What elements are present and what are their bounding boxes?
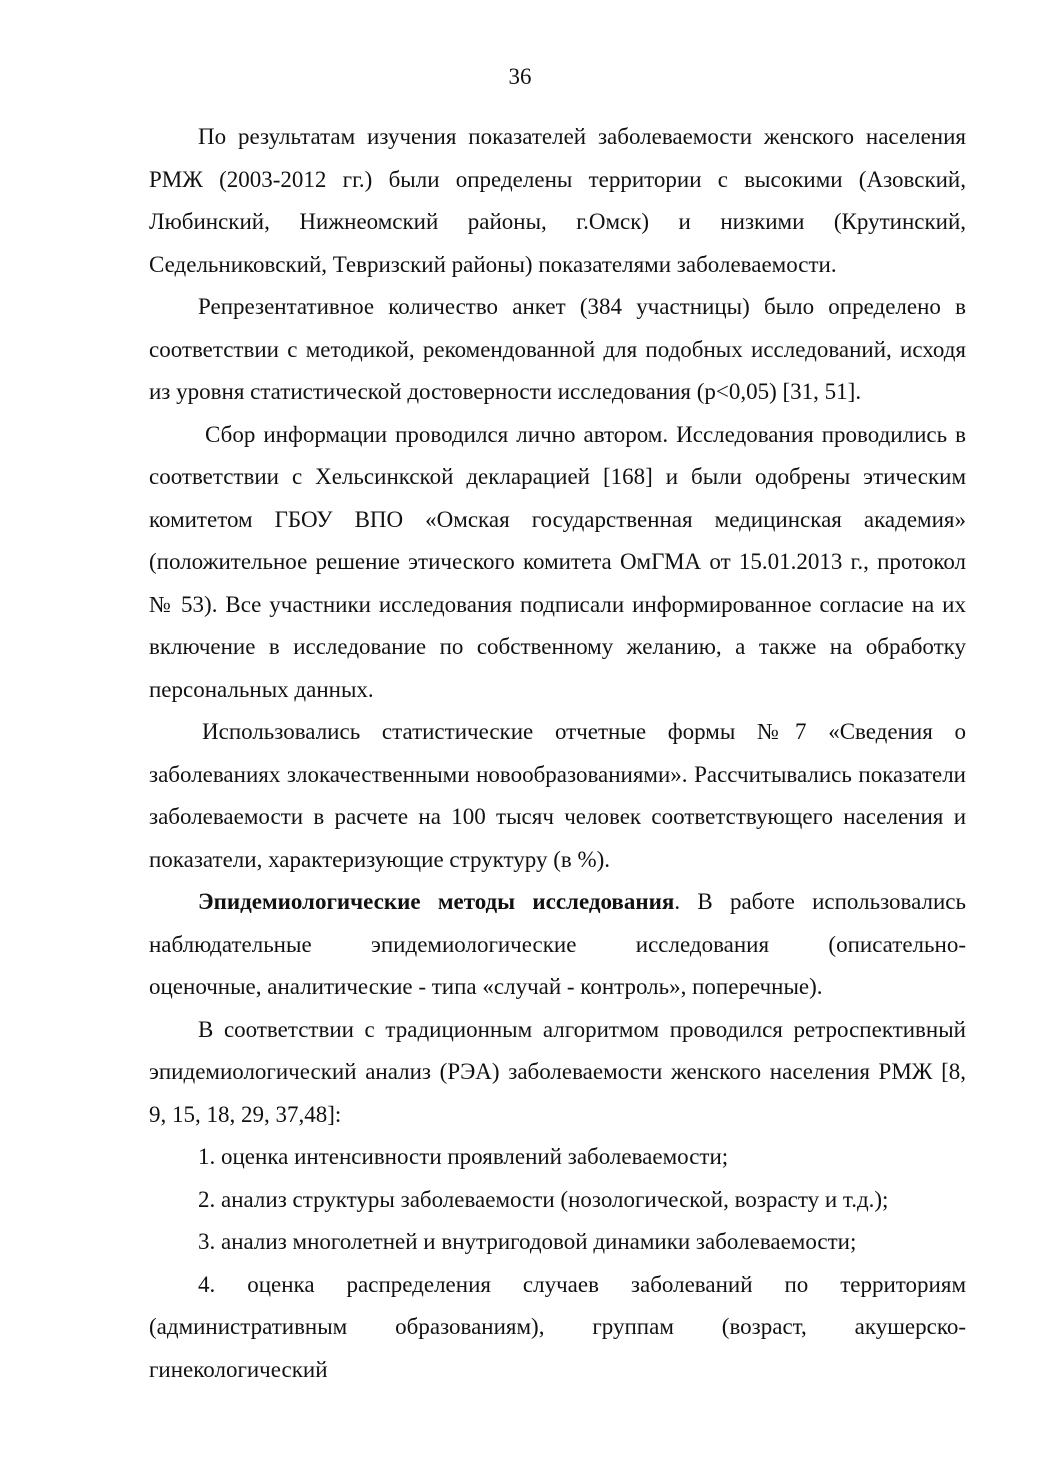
list-item: 1. оценка интенсивности проявлений заболеваемости;	[198, 1144, 729, 1169]
paragraph-epidemiological-methods-cont: оценочные, аналитические - типа «случай - контроль», поперечные).	[149, 974, 823, 999]
paragraph-statistics-forms: Использовались статистические отчетные формы №7 «Сведения о заболеваниях злокачественными новообразованиями». Рассчитывались показатели заболеваемости в расчете на 100 тысяч человек соответствующего населения и показатели, характеризующие структуру (в %).	[149, 719, 966, 872]
list-item: 2. анализ структуры заболеваемости (нозологической, возрасту и т.д.);	[198, 1186, 889, 1212]
methods-heading-bold: Эпидемиологические методы исследования	[198, 889, 675, 914]
paragraph-sample-size: Репрезентативное количество анкет (384 участницы) было определено в соответствии с методикой, рекомендованной для подобных исследований, исходя из уровня статистической достоверности исследования (p<0,05) [31, 51].	[149, 294, 966, 404]
page-number: 36	[508, 64, 532, 89]
list-item: 3. анализ многолетней и внутригодовой динамики заболеваемости;	[198, 1229, 857, 1254]
document-body	[149, 116, 966, 1391]
paragraph-retrospective-analysis: В соответствии с традиционным алгоритмом проводился ретроспективный эпидемиологический анализ (РЭА) заболеваемости женского населения РМЖ [8, 9, 15, 18, 29, 37,48]:	[149, 1016, 966, 1127]
methods-line1-rest: . В работе использовались наблюдательные эпидемиологические исследования (описательно-	[149, 889, 966, 957]
paragraph-ethics: Сбор информации проводился лично автором. Исследования проводились в соответствии с Хельсинкской декларацией [168] и были одобрены этическим комитетом ГБОУ ВПО «Омская государственная медицинская академия» (положительное решение этического комитета ОмГМА от 15.01.2013 г., протокол № 53). Все участники исследования подписали информированное согласие на их включение в исследование по собственному желанию, а также на обработку персональных данных.	[149, 421, 966, 702]
list-item: 4. оценка распределения случаев заболеваний по территориям (административным образованиям), группам (возраст, акушерско-гинекологический	[149, 1271, 966, 1382]
paragraph-epidemiological-methods	[149, 881, 966, 966]
paragraph-incidence-territories: По результатам изучения показателей заболеваемости женского населения РМЖ (2003-2012 гг.) были определены территории с высокими (Азовский, Любинский, Нижнеомский районы, г.Омск) и низкими (Крутинский, Седельниковский, Тевризский районы) показателями заболеваемости.	[149, 124, 966, 277]
